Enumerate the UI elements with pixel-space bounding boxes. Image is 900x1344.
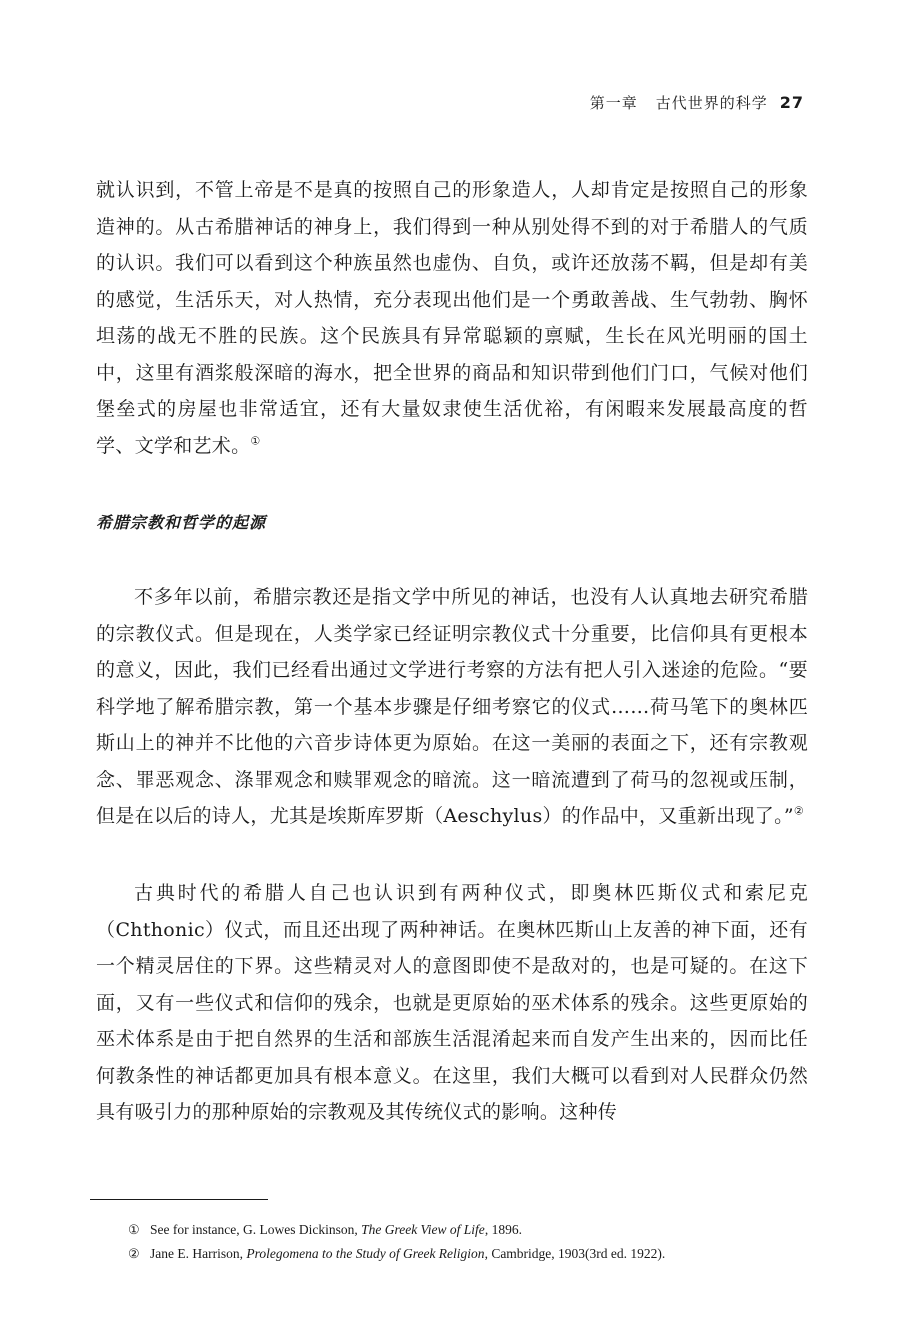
footnote-text: , Cambridge, 1903(3rd ed. 1922). <box>484 1246 666 1261</box>
footnote-text: Jane E. Harrison, <box>150 1246 247 1261</box>
paragraph-continued <box>96 172 808 464</box>
paragraph <box>96 579 808 835</box>
footnote-reference-1[interactable]: ① <box>250 434 261 448</box>
chapter-title: 古代世界的科学 <box>655 94 768 112</box>
running-head <box>590 92 804 113</box>
footnote-text: , 1896. <box>484 1222 522 1237</box>
footnote-text: See for instance, G. Lowes Dickinson, <box>150 1222 362 1237</box>
paragraph <box>96 875 808 1131</box>
footnotes <box>128 1218 828 1266</box>
section-heading: 希腊宗教和哲学的起源 <box>96 513 267 532</box>
footnote-book-title: Prolegomena to the Study of Greek Religion <box>246 1246 485 1261</box>
footnote-divider <box>90 1199 268 1200</box>
footnote-2 <box>128 1242 828 1266</box>
paragraph-text: 古典时代的希腊人自己也认识到有两种仪式，即奥林匹斯仪式和索尼克（Chthonic）仪式，而且还出现了两种神话。在奥林匹斯山上友善的神下面，还有一个精灵居住的下界。这些精灵对人的意图即使不是敌对的，也是可疑的。在这下面，又有一些仪式和信仰的残余，也就是更原始的巫术体系的残余。这些更原始的巫术体系是由于把自然界的生活和部族生活混淆起来而自发产生出来的，因而比任何教条性的神话都更加具有根本意义。在这里，我们大概可以看到对人民群众仍然具有吸引力的那种原始的宗教观及其传统仪式的影响。这种传 <box>96 882 808 1123</box>
footnote-marker: ① <box>128 1222 140 1237</box>
footnote-reference-2[interactable]: ② <box>793 804 805 818</box>
footnote-book-title: The Greek View of Life <box>361 1222 485 1237</box>
footnote-1 <box>128 1218 828 1242</box>
page-number: 27 <box>779 93 804 112</box>
paragraph-text: 不多年以前，希腊宗教还是指文学中所见的神话，也没有人认真地去研究希腊的宗教仪式。但是现在，人类学家已经证明宗教仪式十分重要，比信仰具有更根本的意义，因此，我们已经看出通过文学进行考察的方法有把人引入迷途的危险。“要科学地了解希腊宗教，第一个基本步骤是仔细考察它的仪式……荷马笔下的奥林匹斯山上的神并不比他的六音步诗体更为原始。在这一美丽的表面之下，还有宗教观念、罪恶观念、涤罪观念和赎罪观念的暗流。这一暗流遭到了荷马的忽视或压制，但是在以后的诗人，尤其是埃斯库罗斯（Aeschylus）的作品中，又重新出现了。” <box>96 586 808 827</box>
footnote-marker: ② <box>128 1246 140 1261</box>
chapter-label: 第一章 <box>589 94 638 112</box>
paragraph-text: 就认识到，不管上帝是不是真的按照自己的形象造人，人却肯定是按照自己的形象造神的。从古希腊神话的神身上，我们得到一种从别处得不到的对于希腊人的气质的认识。我们可以看到这个种族虽然也虚伪、自负，或许还放荡不羁，但是却有美的感觉，生活乐天，对人热情，充分表现出他们是一个勇敢善战、生气勃勃、胸怀坦荡的战无不胜的民族。这个民族具有异常聪颖的禀赋，生长在风光明丽的国土中，这里有酒浆般深暗的海水，把全世界的商品和知识带到他们门口，气候对他们堡垒式的房屋也非常适宜，还有大量奴隶使生活优裕，有闲暇来发展最高度的哲学、文学和艺术。 <box>96 179 808 457</box>
